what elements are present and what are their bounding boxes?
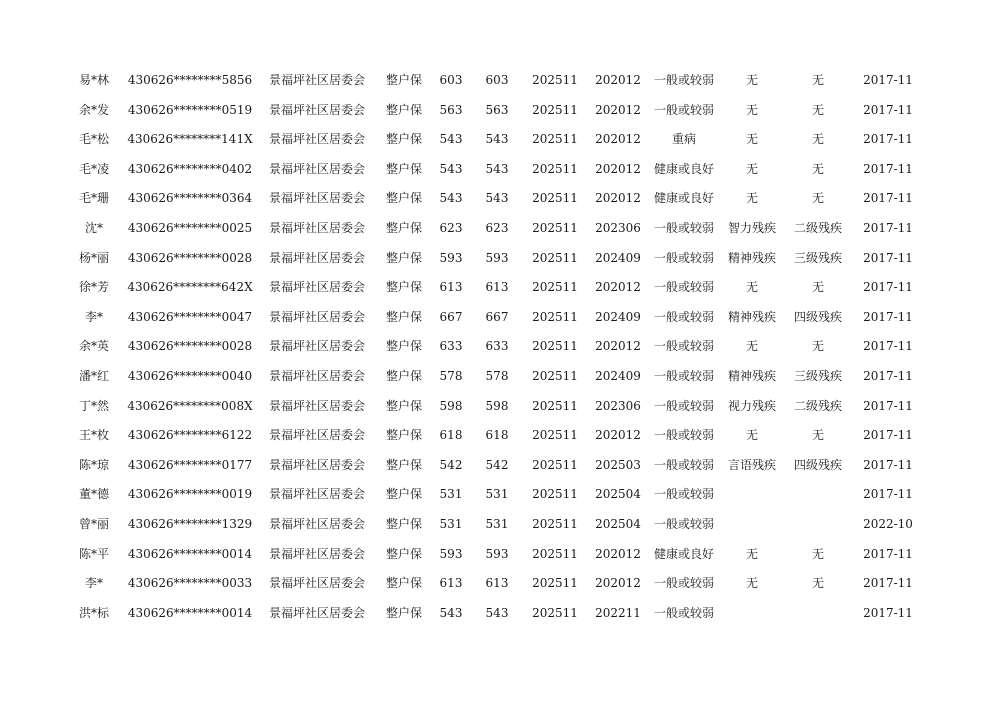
end-month-cell: 202012 <box>595 339 641 354</box>
table-row <box>0 392 1000 422</box>
name-cell: 毛*松 <box>78 132 110 147</box>
table-row <box>0 155 1000 185</box>
amount-a-cell: 593 <box>439 250 463 265</box>
type-cell: 整户保 <box>385 457 423 472</box>
end-month-cell: 202409 <box>595 368 641 383</box>
health-cell: 一般或较弱 <box>653 576 715 591</box>
disability-level-cell: 无 <box>811 339 825 354</box>
start-month-cell: 202511 <box>532 398 578 413</box>
table-row <box>0 273 1000 303</box>
end-month-cell: 202012 <box>595 73 641 87</box>
disability-cell: 言语残疾 <box>727 457 777 472</box>
name-cell: 董*德 <box>78 487 110 502</box>
type-cell: 整户保 <box>385 487 423 502</box>
name-cell: 杨*丽 <box>78 250 110 265</box>
unit-cell: 景福坪社区居委会 <box>268 546 366 561</box>
amount-a-cell: 618 <box>439 428 463 443</box>
date-cell: 2017-11 <box>863 73 913 87</box>
end-month-cell: 202012 <box>595 546 641 561</box>
unit-cell: 景福坪社区居委会 <box>268 250 366 265</box>
id-number-cell: 430626********0047 <box>127 309 253 324</box>
date-cell: 2017-11 <box>863 398 913 413</box>
end-month-cell: 202012 <box>595 576 641 591</box>
name-cell: 余*发 <box>78 102 110 117</box>
disability-cell: 无 <box>745 280 759 295</box>
disability-level-cell: 二级残疾 <box>793 220 843 235</box>
id-number-cell: 430626********0028 <box>127 250 253 265</box>
date-cell: 2017-11 <box>863 339 913 354</box>
id-number-cell: 430626********0364 <box>127 191 253 206</box>
disability-level-cell: 四级残疾 <box>793 309 843 324</box>
end-month-cell: 202306 <box>595 398 641 413</box>
id-number-cell: 430626********1329 <box>127 516 253 531</box>
end-month-cell: 202409 <box>595 250 641 265</box>
amount-b-cell: 603 <box>485 73 509 87</box>
amount-b-cell: 542 <box>485 457 509 472</box>
health-cell: 一般或较弱 <box>653 368 715 383</box>
unit-cell: 景福坪社区居委会 <box>268 132 366 147</box>
id-number-cell: 430626********0019 <box>127 487 253 502</box>
unit-cell: 景福坪社区居委会 <box>268 280 366 295</box>
health-cell: 健康或良好 <box>653 191 715 206</box>
table-row <box>0 599 1000 629</box>
amount-b-cell: 543 <box>485 132 509 147</box>
amount-b-cell: 543 <box>485 161 509 176</box>
disability-cell: 智力残疾 <box>727 220 777 235</box>
date-cell: 2017-11 <box>863 220 913 235</box>
amount-b-cell: 598 <box>485 398 509 413</box>
date-cell: 2017-11 <box>863 457 913 472</box>
start-month-cell: 202511 <box>532 605 578 620</box>
id-number-cell: 430626********008X <box>127 398 253 413</box>
start-month-cell: 202511 <box>532 191 578 206</box>
amount-b-cell: 613 <box>485 280 509 295</box>
amount-b-cell: 633 <box>485 339 509 354</box>
end-month-cell: 202012 <box>595 280 641 295</box>
disability-cell: 精神残疾 <box>727 250 777 265</box>
health-cell: 一般或较弱 <box>653 457 715 472</box>
start-month-cell: 202511 <box>532 368 578 383</box>
start-month-cell: 202511 <box>532 161 578 176</box>
amount-b-cell: 613 <box>485 576 509 591</box>
amount-a-cell: 623 <box>439 220 463 235</box>
id-number-cell: 430626********0177 <box>127 457 253 472</box>
amount-b-cell: 623 <box>485 220 509 235</box>
disability-level-cell: 无 <box>811 546 825 561</box>
id-number-cell: 430626********0040 <box>127 368 253 383</box>
table-row <box>0 184 1000 214</box>
amount-b-cell: 543 <box>485 191 509 206</box>
id-number-cell: 430626********642X <box>127 280 253 295</box>
disability-level-cell: 无 <box>811 161 825 176</box>
health-cell: 一般或较弱 <box>653 309 715 324</box>
end-month-cell: 202012 <box>595 132 641 147</box>
name-cell: 陈*琼 <box>78 457 110 472</box>
date-cell: 2017-11 <box>863 428 913 443</box>
table-row <box>0 125 1000 155</box>
amount-b-cell: 543 <box>485 605 509 620</box>
health-cell: 一般或较弱 <box>653 428 715 443</box>
id-number-cell: 430626********5856 <box>127 73 253 87</box>
unit-cell: 景福坪社区居委会 <box>268 487 366 502</box>
amount-a-cell: 598 <box>439 398 463 413</box>
name-cell: 潘*红 <box>78 368 110 383</box>
name-cell: 丁*然 <box>78 398 110 413</box>
health-cell: 一般或较弱 <box>653 605 715 620</box>
date-cell: 2017-11 <box>863 102 913 117</box>
name-cell: 陈*平 <box>78 546 110 561</box>
type-cell: 整户保 <box>385 191 423 206</box>
date-cell: 2017-11 <box>863 161 913 176</box>
unit-cell: 景福坪社区居委会 <box>268 339 366 354</box>
type-cell: 整户保 <box>385 161 423 176</box>
disability-level-cell: 无 <box>811 102 825 117</box>
table-row <box>0 569 1000 599</box>
date-cell: 2017-11 <box>863 576 913 591</box>
health-cell: 一般或较弱 <box>653 73 715 87</box>
unit-cell: 景福坪社区居委会 <box>268 576 366 591</box>
amount-a-cell: 578 <box>439 368 463 383</box>
start-month-cell: 202511 <box>532 457 578 472</box>
amount-a-cell: 667 <box>439 309 463 324</box>
amount-b-cell: 667 <box>485 309 509 324</box>
start-month-cell: 202511 <box>532 576 578 591</box>
disability-cell: 视力残疾 <box>727 398 777 413</box>
type-cell: 整户保 <box>385 516 423 531</box>
end-month-cell: 202503 <box>595 457 641 472</box>
amount-a-cell: 613 <box>439 576 463 591</box>
id-number-cell: 430626********0028 <box>127 339 253 354</box>
amount-a-cell: 633 <box>439 339 463 354</box>
id-number-cell: 430626********141X <box>127 132 253 147</box>
disability-level-cell: 三级残疾 <box>793 250 843 265</box>
end-month-cell: 202504 <box>595 516 641 531</box>
unit-cell: 景福坪社区居委会 <box>268 191 366 206</box>
disability-level-cell: 四级残疾 <box>793 457 843 472</box>
disability-cell: 无 <box>745 73 759 87</box>
start-month-cell: 202511 <box>532 280 578 295</box>
end-month-cell: 202012 <box>595 191 641 206</box>
unit-cell: 景福坪社区居委会 <box>268 457 366 472</box>
amount-a-cell: 543 <box>439 605 463 620</box>
health-cell: 一般或较弱 <box>653 102 715 117</box>
type-cell: 整户保 <box>385 576 423 591</box>
disability-cell: 无 <box>745 102 759 117</box>
amount-a-cell: 613 <box>439 280 463 295</box>
date-cell: 2017-11 <box>863 309 913 324</box>
disability-level-cell: 无 <box>811 132 825 147</box>
end-month-cell: 202211 <box>595 605 641 620</box>
start-month-cell: 202511 <box>532 132 578 147</box>
unit-cell: 景福坪社区居委会 <box>268 428 366 443</box>
health-cell: 一般或较弱 <box>653 220 715 235</box>
date-cell: 2022-10 <box>863 516 913 531</box>
name-cell: 李* <box>84 309 104 324</box>
disability-cell: 无 <box>745 546 759 561</box>
start-month-cell: 202511 <box>532 428 578 443</box>
type-cell: 整户保 <box>385 73 423 87</box>
end-month-cell: 202504 <box>595 487 641 502</box>
disability-level-cell: 无 <box>811 428 825 443</box>
start-month-cell: 202511 <box>532 546 578 561</box>
amount-a-cell: 563 <box>439 102 463 117</box>
disability-cell: 无 <box>745 132 759 147</box>
type-cell: 整户保 <box>385 398 423 413</box>
disability-cell: 无 <box>745 428 759 443</box>
health-cell: 健康或良好 <box>653 546 715 561</box>
health-cell: 一般或较弱 <box>653 250 715 265</box>
start-month-cell: 202511 <box>532 487 578 502</box>
disability-cell: 无 <box>745 576 759 591</box>
start-month-cell: 202511 <box>532 102 578 117</box>
name-cell: 徐*芳 <box>78 280 110 295</box>
date-cell: 2017-11 <box>863 605 913 620</box>
table-row <box>0 362 1000 392</box>
end-month-cell: 202012 <box>595 428 641 443</box>
disability-cell: 精神残疾 <box>727 368 777 383</box>
disability-cell: 无 <box>745 161 759 176</box>
health-cell: 一般或较弱 <box>653 516 715 531</box>
amount-b-cell: 531 <box>485 487 509 502</box>
type-cell: 整户保 <box>385 132 423 147</box>
type-cell: 整户保 <box>385 546 423 561</box>
amount-a-cell: 542 <box>439 457 463 472</box>
health-cell: 一般或较弱 <box>653 398 715 413</box>
name-cell: 沈* <box>84 220 104 235</box>
table-row <box>0 451 1000 481</box>
unit-cell: 景福坪社区居委会 <box>268 516 366 531</box>
table-row <box>0 421 1000 451</box>
disability-cell: 精神残疾 <box>727 309 777 324</box>
health-cell: 一般或较弱 <box>653 280 715 295</box>
unit-cell: 景福坪社区居委会 <box>268 161 366 176</box>
start-month-cell: 202511 <box>532 339 578 354</box>
table-row <box>0 510 1000 540</box>
date-cell: 2017-11 <box>863 132 913 147</box>
name-cell: 李* <box>84 576 104 591</box>
name-cell: 曾*丽 <box>78 516 110 531</box>
date-cell: 2017-11 <box>863 250 913 265</box>
date-cell: 2017-11 <box>863 368 913 383</box>
table-row <box>0 480 1000 510</box>
table-row <box>0 540 1000 570</box>
id-number-cell: 430626********0402 <box>127 161 253 176</box>
health-cell: 健康或良好 <box>653 161 715 176</box>
unit-cell: 景福坪社区居委会 <box>268 309 366 324</box>
type-cell: 整户保 <box>385 339 423 354</box>
start-month-cell: 202511 <box>532 73 578 87</box>
table-row <box>0 303 1000 333</box>
amount-b-cell: 578 <box>485 368 509 383</box>
name-cell: 易*林 <box>78 73 110 87</box>
amount-a-cell: 603 <box>439 73 463 87</box>
amount-b-cell: 593 <box>485 250 509 265</box>
name-cell: 毛*珊 <box>78 191 110 206</box>
start-month-cell: 202511 <box>532 250 578 265</box>
disability-level-cell: 三级残疾 <box>793 368 843 383</box>
unit-cell: 景福坪社区居委会 <box>268 398 366 413</box>
type-cell: 整户保 <box>385 605 423 620</box>
id-number-cell: 430626********0014 <box>127 546 253 561</box>
type-cell: 整户保 <box>385 428 423 443</box>
table-row <box>0 332 1000 362</box>
amount-b-cell: 618 <box>485 428 509 443</box>
disability-cell: 无 <box>745 191 759 206</box>
unit-cell: 景福坪社区居委会 <box>268 368 366 383</box>
disability-level-cell: 无 <box>811 191 825 206</box>
id-number-cell: 430626********0519 <box>127 102 253 117</box>
amount-b-cell: 563 <box>485 102 509 117</box>
amount-a-cell: 543 <box>439 191 463 206</box>
end-month-cell: 202306 <box>595 220 641 235</box>
disability-cell: 无 <box>745 339 759 354</box>
health-cell: 一般或较弱 <box>653 339 715 354</box>
type-cell: 整户保 <box>385 102 423 117</box>
end-month-cell: 202409 <box>595 309 641 324</box>
id-number-cell: 430626********0025 <box>127 220 253 235</box>
unit-cell: 景福坪社区居委会 <box>268 220 366 235</box>
type-cell: 整户保 <box>385 220 423 235</box>
disability-level-cell: 无 <box>811 576 825 591</box>
id-number-cell: 430626********6122 <box>127 428 253 443</box>
amount-b-cell: 593 <box>485 546 509 561</box>
table-row <box>0 244 1000 274</box>
end-month-cell: 202012 <box>595 161 641 176</box>
start-month-cell: 202511 <box>532 220 578 235</box>
date-cell: 2017-11 <box>863 546 913 561</box>
name-cell: 洪*标 <box>78 605 110 620</box>
start-month-cell: 202511 <box>532 309 578 324</box>
health-cell: 一般或较弱 <box>653 487 715 502</box>
amount-a-cell: 543 <box>439 161 463 176</box>
date-cell: 2017-11 <box>863 191 913 206</box>
health-cell: 重病 <box>671 132 697 147</box>
id-number-cell: 430626********0033 <box>127 576 253 591</box>
type-cell: 整户保 <box>385 309 423 324</box>
amount-a-cell: 531 <box>439 487 463 502</box>
end-month-cell: 202012 <box>595 102 641 117</box>
name-cell: 毛*凌 <box>78 161 110 176</box>
records-table <box>0 66 1000 628</box>
name-cell: 余*英 <box>78 339 110 354</box>
date-cell: 2017-11 <box>863 280 913 295</box>
date-cell: 2017-11 <box>863 487 913 502</box>
disability-level-cell: 无 <box>811 280 825 295</box>
table-row <box>0 214 1000 244</box>
unit-cell: 景福坪社区居委会 <box>268 73 366 87</box>
amount-a-cell: 543 <box>439 132 463 147</box>
amount-b-cell: 531 <box>485 516 509 531</box>
table-row <box>0 66 1000 96</box>
disability-level-cell: 无 <box>811 73 825 87</box>
type-cell: 整户保 <box>385 368 423 383</box>
disability-level-cell: 二级残疾 <box>793 398 843 413</box>
amount-a-cell: 531 <box>439 516 463 531</box>
type-cell: 整户保 <box>385 250 423 265</box>
table-row <box>0 96 1000 126</box>
id-number-cell: 430626********0014 <box>127 605 253 620</box>
name-cell: 王*枚 <box>78 428 110 443</box>
unit-cell: 景福坪社区居委会 <box>268 605 366 620</box>
start-month-cell: 202511 <box>532 516 578 531</box>
amount-a-cell: 593 <box>439 546 463 561</box>
unit-cell: 景福坪社区居委会 <box>268 102 366 117</box>
type-cell: 整户保 <box>385 280 423 295</box>
